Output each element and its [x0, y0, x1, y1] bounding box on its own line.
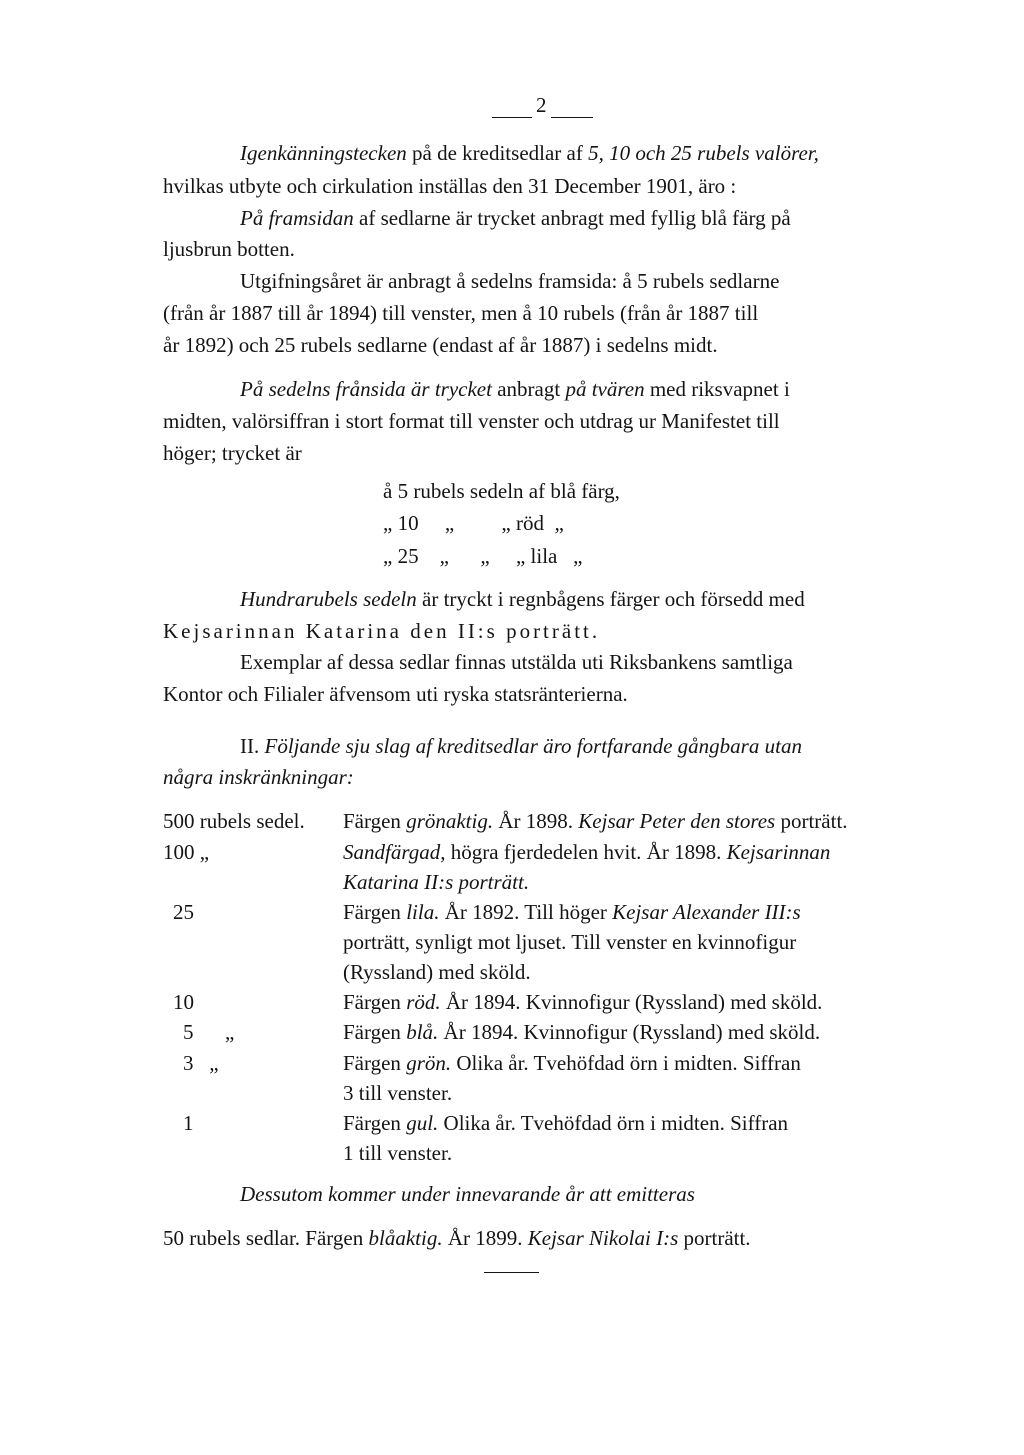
para1-line1: Igenkänningstecken på de kreditsedlar af 5, 10 och 25 rubels valörer,: [240, 141, 819, 165]
para1-line2: hvilkas utbyte och cirkulation inställas den 31 December 1901, äro :: [163, 174, 737, 198]
note-description: Färgen grönaktig. År 1898. Kejsar Peter den stores porträtt.: [343, 809, 848, 833]
para5-line1: Exemplar af dessa sedlar finnas utstälda uti Riksbankens samtliga: [240, 650, 793, 674]
header-rule-right: [551, 117, 593, 118]
section2-heading-cont: några inskränkningar:: [163, 765, 354, 789]
note-description: Färgen lila. År 1892. Till höger Kejsar Alexander III:s: [343, 900, 801, 924]
color-list-item: „ 25 „ „ „ lila „: [383, 544, 583, 568]
note-description-cont: 3 till venster.: [343, 1081, 453, 1105]
para4-line1: Hundrarubels sedeln är tryckt i regnbågens färger och försedd med: [240, 587, 805, 611]
note-denomination: 1: [183, 1111, 194, 1135]
section2-heading: II. Följande sju slag af kreditsedlar äro fortfarande gångbara utan: [240, 734, 802, 758]
footer-rule: [484, 1272, 539, 1273]
para2-line3: år 1892) och 25 rubels sedlarne (endast af år 1887) i sedelns midt.: [163, 333, 718, 357]
para1-line4: ljusbrun botten.: [163, 237, 295, 261]
page-number: 2: [536, 93, 547, 117]
note-description: Färgen röd. År 1894. Kvinnofigur (Ryssland) med sköld.: [343, 990, 823, 1014]
para3-line1: På sedelns frånsida är trycket anbragt på tvären med riksvapnet i: [240, 377, 790, 401]
note-description: Färgen grön. Olika år. Tvehöfdad örn i midten. Siffran: [343, 1051, 801, 1075]
para3-line3: höger; trycket är: [163, 441, 302, 465]
header-rule-left: [492, 117, 532, 118]
para5-line2: Kontor och Filialer äfvensom uti ryska statsränterierna.: [163, 682, 628, 706]
note-description-cont: 1 till venster.: [343, 1141, 453, 1165]
note-denomination: 3 „: [183, 1051, 219, 1075]
dessutom-line: Dessutom kommer under innevarande år att emitteras: [240, 1182, 695, 1206]
note-description-cont: (Ryssland) med sköld.: [343, 960, 531, 984]
color-list-item: å 5 rubels sedeln af blå färg,: [383, 479, 620, 503]
note-description: Färgen gul. Olika år. Tvehöfdad örn i midten. Siffran: [343, 1111, 789, 1135]
final-note-line: 50 rubels sedlar. Färgen blåaktig. År 1899. Kejsar Nikolai I:s porträtt.: [163, 1226, 751, 1250]
note-description: Färgen blå. År 1894. Kvinnofigur (Ryssland) med sköld.: [343, 1020, 821, 1044]
para4-line2: Kejsarinnan Katarina den II:s porträtt.: [163, 619, 601, 643]
para3-line2: midten, valörsiffran i stort format till venster och utdrag ur Manifestet till: [163, 409, 780, 433]
note-denomination: 500 rubels sedel.: [163, 809, 305, 833]
note-denomination: 25: [173, 900, 194, 924]
para2-line2: (från år 1887 till år 1894) till venster, men å 10 rubels (från år 1887 till: [163, 301, 759, 325]
para1-line3: På framsidan af sedlarne är trycket anbragt med fyllig blå färg på: [240, 206, 791, 230]
note-description-cont: porträtt, synligt mot ljuset. Till venster en kvinnofigur: [343, 930, 797, 954]
note-denomination: 100 „: [163, 840, 210, 864]
para2-line1: Utgifningsåret är anbragt å sedelns framsida: å 5 rubels sedlarne: [240, 269, 780, 293]
note-description-cont: Katarina II:s porträtt.: [343, 870, 530, 894]
note-denomination: 5 „: [183, 1020, 235, 1044]
color-list-item: „ 10 „ „ röd „: [383, 511, 564, 535]
note-denomination: 10: [173, 990, 194, 1014]
note-description: Sandfärgad, högra fjerdedelen hvit. År 1898. Kejsarinnan: [343, 840, 831, 864]
